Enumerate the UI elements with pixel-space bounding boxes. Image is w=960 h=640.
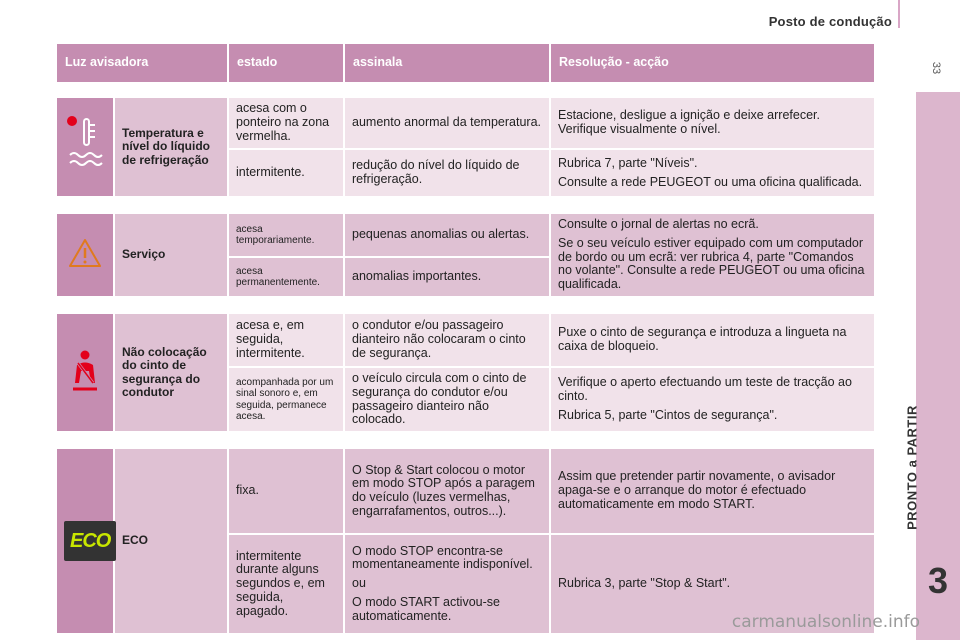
assinala-text: O Stop & Start colocou o motor em modo STOP após a paragem do veículo (luzes vermelhas, engarrafamentos, outros...).	[352, 462, 535, 518]
table-row	[57, 314, 876, 368]
warning-name: Não colocação do cinto de segurança do condutor	[115, 314, 229, 433]
assinala-text: ou	[352, 576, 366, 591]
assinala-cell: o veículo circula com o cinto de segurança do condutor e/ou passageiro dianteiro não colocado.	[345, 368, 551, 433]
resolucao-text: Rubrica 7, parte "Níveis".	[558, 155, 698, 170]
estado-cell: acesa e, em seguida, intermitente.	[229, 314, 345, 368]
assinala-cell: o condutor e/ou passageiro dianteiro não colocaram o cinto de segurança.	[345, 314, 551, 368]
chapter-label: PRONTO a PARTIR	[904, 405, 920, 530]
chapter-strip	[916, 92, 960, 640]
seatbelt-icon	[57, 314, 115, 433]
estado-cell: acesa permanentemente.	[229, 258, 345, 298]
warning-name: Temperatura e nível do líquido de refrigeração	[115, 98, 229, 198]
table-header-row	[57, 44, 876, 82]
header-title: Posto de condução	[768, 14, 892, 29]
resolucao-cell	[551, 98, 876, 150]
resolucao-text: Consulte a rede PEUGEOT ou uma oficina qualificada.	[558, 174, 863, 189]
assinala-text: O modo START activou-se automaticamente.	[352, 594, 500, 623]
resolucao-text: Rubrica 5, parte "Cintos de segurança".	[558, 407, 778, 422]
assinala-cell: redução do nível do líquido de refrigeração.	[345, 150, 551, 198]
warning-name: ECO	[115, 449, 229, 635]
resolucao-text: Verifique o aperto efectuando um teste de tracção ao cinto.	[558, 375, 852, 404]
assinala-text: O modo STOP encontra-se momentaneamente indisponível.	[352, 543, 533, 572]
resolucao-cell	[551, 368, 876, 433]
header-divider	[898, 0, 960, 28]
warning-lights-table	[57, 44, 876, 635]
warning-triangle-icon	[57, 214, 115, 298]
resolucao-cell	[551, 314, 876, 368]
estado-cell: intermitente durante alguns segundos e, em seguida, apagado.	[229, 535, 345, 635]
estado-cell: fixa.	[229, 449, 345, 535]
column-header-estado: estado	[229, 44, 345, 82]
estado-cell: acesa com o ponteiro na zona vermelha.	[229, 98, 345, 150]
resolucao-text: Estacione, desligue a ignição e deixe arrefecer. Verifique visualmente o nível.	[558, 108, 820, 136]
warning-name: Serviço	[115, 214, 229, 298]
assinala-cell: pequenas anomalias ou alertas.	[345, 214, 551, 258]
assinala-cell: aumento anormal da temperatura.	[345, 98, 551, 150]
assinala-cell	[345, 449, 551, 535]
table-row	[57, 98, 876, 150]
estado-cell: intermitente.	[229, 150, 345, 198]
table-row	[57, 449, 876, 535]
assinala-cell	[345, 535, 551, 635]
resolucao-text: Consulte o jornal de alertas no ecrã.	[558, 217, 759, 232]
eco-icon-label: ECO	[64, 521, 116, 561]
resolucao-cell	[551, 150, 876, 198]
page-number: 33	[929, 61, 942, 75]
resolucao-text: Rubrica 3, parte "Stop & Start".	[558, 576, 731, 591]
resolucao-text: Assim que pretender partir novamente, o avisador apaga-se e o arranque do motor é efectuado automaticamente em modo START.	[558, 469, 836, 511]
resolucao-cell	[551, 449, 876, 535]
assinala-cell: anomalias importantes.	[345, 258, 551, 298]
watermark: carmanualsonline.info	[731, 612, 920, 632]
chapter-number: 3	[927, 560, 949, 601]
column-header-resolucao: Resolução - acção	[551, 44, 876, 82]
resolucao-text: Puxe o cinto de segurança e introduza a lingueta na caixa de bloqueio.	[558, 325, 847, 353]
estado-cell: acesa temporariamente.	[229, 214, 345, 258]
table-row	[57, 214, 876, 258]
estado-cell: acompanhada por um sinal sonoro e, em seguida, permanece acesa.	[229, 368, 345, 433]
column-header-assinala: assinala	[345, 44, 551, 82]
column-header-luz: Luz avisadora	[57, 44, 229, 82]
coolant-temperature-icon	[57, 98, 115, 198]
resolucao-cell	[551, 214, 876, 298]
eco-icon	[57, 449, 115, 635]
resolucao-text: Se o seu veículo estiver equipado com um computador de bordo ou um ecrã: ver rubrica 4, parte "Comandos no volante". Consulte a rede PEUGEOT ou uma oficina qualificada.	[558, 235, 865, 292]
